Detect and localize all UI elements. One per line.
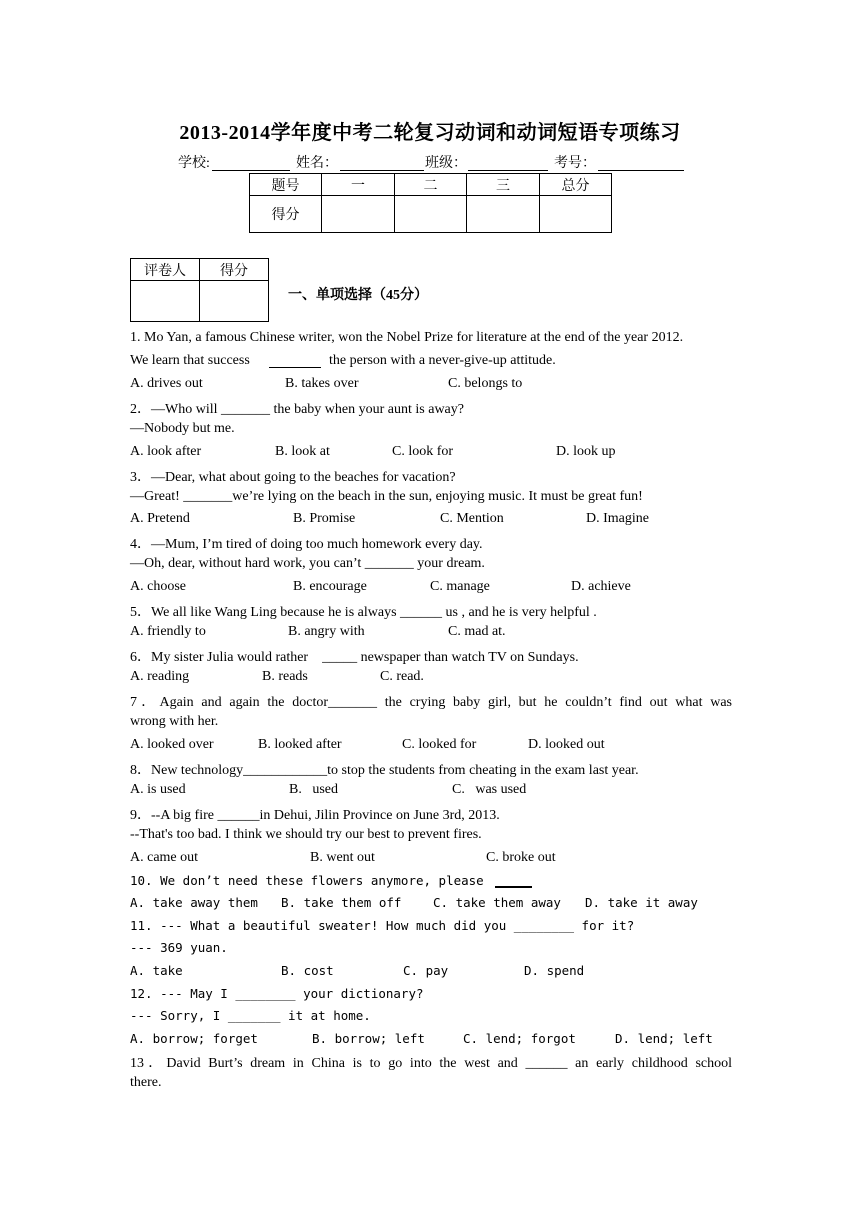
question-12-reply: --- Sorry, I _______ it at home.: [130, 1008, 371, 1023]
question-13-text: 13．David Burt’s dream in China is to go into the west and ______ an early childhood school: [130, 1056, 732, 1071]
score-table: [249, 173, 612, 233]
question-1-text-cont: We learn that success: [130, 353, 250, 368]
option-d: D. spend: [524, 963, 585, 978]
option-d: D. take it away: [585, 895, 698, 910]
name-field[interactable]: [340, 156, 424, 171]
score-cell[interactable]: [322, 196, 395, 233]
option-a: A. came out: [130, 850, 199, 865]
class-label: 班级：: [425, 156, 467, 171]
option-c: C. mad at.: [448, 624, 506, 639]
question-1-text: 1. Mo Yan, a famous Chinese writer, won the Nobel Prize for literature at the end of the year 2012.: [130, 330, 684, 345]
grader-cell[interactable]: [131, 281, 200, 322]
question-7-text-cont: wrong with her.: [130, 714, 219, 729]
answer-blank: [269, 355, 321, 368]
option-b: B. take them off: [281, 895, 402, 910]
option-c: C. broke out: [486, 850, 556, 865]
option-a: A. is used: [130, 782, 186, 797]
exam-no-field[interactable]: [598, 156, 684, 171]
answer-blank: [495, 874, 532, 888]
option-d: D. Imagine: [586, 511, 649, 526]
score-header-cell: 二: [395, 174, 467, 196]
option-a: A. Pretend: [130, 511, 190, 526]
question-13-text-cont: there.: [130, 1075, 162, 1090]
option-c: C. manage: [430, 579, 490, 594]
question-11-text: 11. --- What a beautiful sweater! How much did you ________ for it?: [130, 918, 635, 933]
question-4-text: 4．—Mum, I’m tired of doing too much homework every day.: [130, 537, 483, 552]
question-3-text: 3．—Dear, what about going to the beaches for vacation?: [130, 470, 456, 485]
score-header-cell: 总分: [540, 174, 612, 196]
option-b: B. went out: [310, 850, 375, 865]
exam-no-label: 考号：: [554, 156, 596, 171]
name-label: 姓名：: [296, 156, 338, 171]
question-10-text: 10. We don’t need these flowers anymore, please: [130, 873, 484, 888]
option-b: B. takes over: [285, 376, 359, 391]
score-header-cell: 题号: [250, 174, 322, 196]
option-c: C. pay: [403, 963, 449, 978]
question-6-text: 6．My sister Julia would rather _____ newspaper than watch TV on Sundays.: [130, 650, 579, 665]
question-3-reply: —Great! _______we’re lying on the beach in the sun, enjoying music. It must be great fun!: [130, 489, 643, 504]
option-a: A. look after: [130, 444, 202, 459]
score-header-cell: 三: [467, 174, 540, 196]
grader-table: [130, 258, 269, 322]
option-c: C. read.: [380, 669, 424, 684]
score-cell[interactable]: [395, 196, 467, 233]
option-a: A. looked over: [130, 737, 214, 752]
option-b: B. cost: [281, 963, 334, 978]
option-b: B. look at: [275, 444, 330, 459]
option-d: D. lend; left: [615, 1031, 713, 1046]
option-b: B. looked after: [258, 737, 342, 752]
option-b: B. used: [289, 782, 338, 797]
option-c: C. looked for: [402, 737, 477, 752]
score-cell[interactable]: [467, 196, 540, 233]
grader-cell[interactable]: [200, 281, 269, 322]
question-2-reply: —Nobody but me.: [130, 421, 235, 436]
option-c: C. take them away: [433, 895, 561, 910]
question-8-text: 8．New technology____________to stop the students from cheating in the exam last year.: [130, 763, 639, 778]
option-a: A. drives out: [130, 376, 203, 391]
option-c: C. Mention: [440, 511, 504, 526]
option-a: A. borrow; forget: [130, 1031, 258, 1046]
option-c: C. look for: [392, 444, 454, 459]
option-a: A. choose: [130, 579, 186, 594]
question-9-reply: --That's too bad. I think we should try our best to prevent fires.: [130, 827, 482, 842]
grader-header-cell: 评卷人: [131, 259, 200, 281]
option-c: C. was used: [452, 782, 527, 797]
question-7-text: 7．Again and again the doctor_______ the crying baby girl, but he couldn’t find out what was: [130, 695, 732, 710]
option-b: B. reads: [262, 669, 308, 684]
score-cell[interactable]: [540, 196, 612, 233]
option-d: D. looked out: [528, 737, 605, 752]
question-2-text: 2．—Who will _______ the baby when your aunt is away?: [130, 402, 464, 417]
option-a: A. friendly to: [130, 624, 206, 639]
option-c: C. lend; forgot: [463, 1031, 576, 1046]
section-title: 一、单项选择（45分）: [288, 288, 428, 303]
option-a: A. take: [130, 963, 183, 978]
option-d: D. achieve: [571, 579, 631, 594]
option-a: A. reading: [130, 669, 190, 684]
option-a: A. take away them: [130, 895, 258, 910]
class-field[interactable]: [468, 156, 548, 171]
question-11-reply: --- 369 yuan.: [130, 940, 228, 955]
option-c: C. belongs to: [448, 376, 523, 391]
grader-header-cell: 得分: [200, 259, 269, 281]
score-header-cell: 一: [322, 174, 395, 196]
option-b: B. borrow; left: [312, 1031, 425, 1046]
page-title: 2013-2014学年度中考二轮复习动词和动词短语专项练习: [179, 122, 681, 144]
option-d: D. look up: [556, 444, 616, 459]
question-5-text: 5．We all like Wang Ling because he is always ______ us , and he is very helpful .: [130, 605, 597, 620]
question-12-text: 12. --- May I ________ your dictionary?: [130, 986, 424, 1001]
score-row-label: 得分: [250, 196, 322, 233]
question-1-text-end: the person with a never-give-up attitude.: [329, 353, 556, 368]
option-b: B. encourage: [293, 579, 367, 594]
school-label: 学校:: [178, 156, 210, 171]
school-field[interactable]: [212, 156, 290, 171]
option-b: B. Promise: [293, 511, 356, 526]
option-b: B. angry with: [288, 624, 365, 639]
question-9-text: 9．--A big fire ______in Dehui, Jilin Province on June 3rd, 2013.: [130, 808, 500, 823]
question-4-reply: —Oh, dear, without hard work, you can’t _______ your dream.: [130, 556, 485, 571]
